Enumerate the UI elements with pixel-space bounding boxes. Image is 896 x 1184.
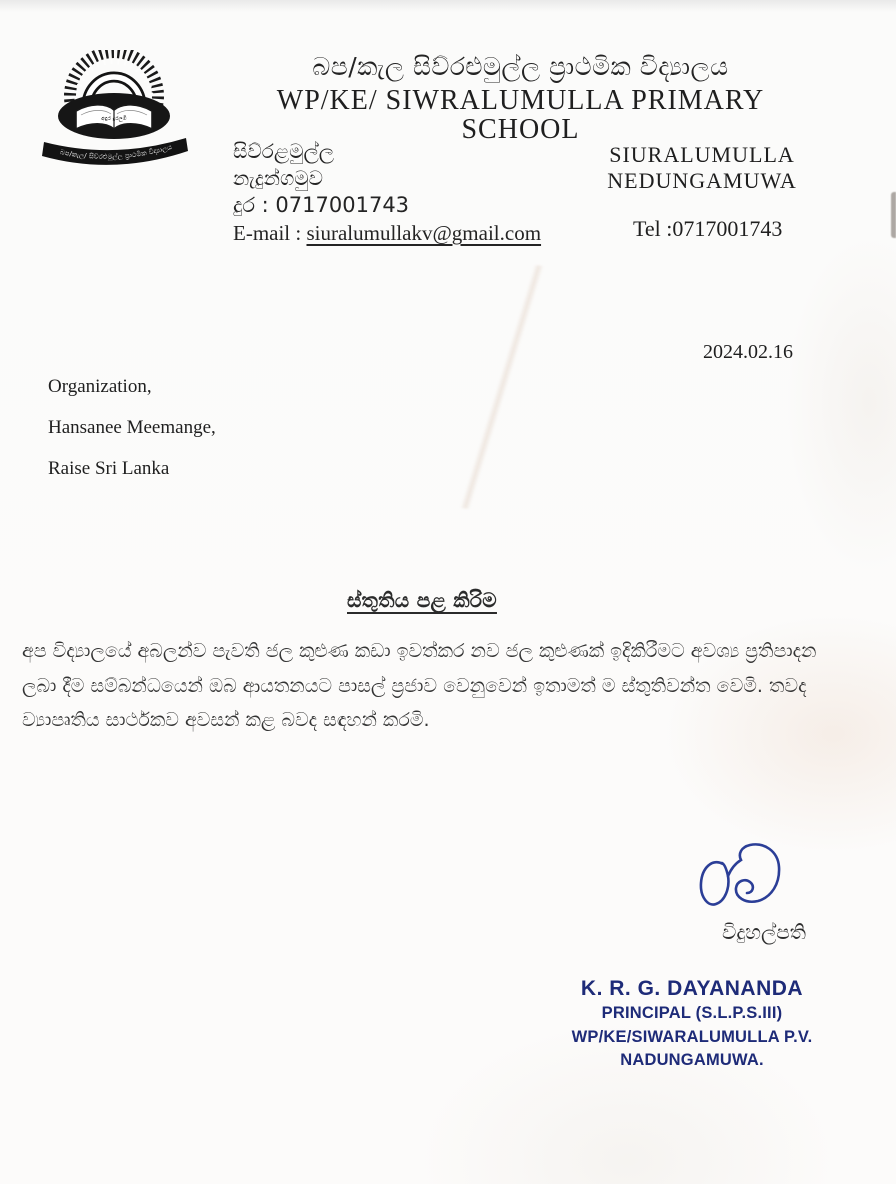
school-name-sinhala: බප/කැල සිව්රළුමුල්ල ප්‍රාථමික විද්‍යාලය (312, 52, 729, 81)
address-block-sinhala (233, 138, 541, 247)
body-line: අප විද්‍යාලයේ අබලන්ව පැවති ජල කුළුණ කඩා ඉවත්කර නව ජල කුළුණක් ඉදිකිරීමට අවශ්‍ය ප්‍රතිපාදන (22, 640, 817, 662)
letter-body (22, 634, 874, 738)
logo-book-text: අඳුර දුරලමි (101, 116, 127, 122)
email-label: E-mail : (233, 221, 307, 245)
signatory-title: විදුහල්පති (722, 920, 807, 944)
body-line: ලබා දීම සම්බන්ධයෙන් ඔබ ආයතනයට පාසල් ප්‍රජාව වෙනුවෙන් ඉතාමත් ම ස්තුතිවන්ත වෙමි. තවද (22, 674, 807, 697)
logo-banner-text: බප/කැල/ සිව්රළුමුල්ල ප්‍රාථමික විද්‍යාලය (59, 142, 173, 161)
principal-stamp (527, 976, 857, 1073)
letter-date: 2024.02.16 (703, 341, 793, 363)
address-block-english (602, 142, 802, 194)
stamp-title: PRINCIPAL (S.L.P.S.III) (601, 1004, 783, 1022)
address-town-english: NEDUNGAMUWA (607, 168, 797, 193)
paper-crease (447, 258, 557, 516)
recipient-line: Organization, (48, 376, 152, 397)
recipient-line: Raise Sri Lanka (48, 458, 170, 479)
address-town-sinhala: නැදුන්ගමුව (233, 166, 323, 190)
school-name-english-line2: SCHOOL (461, 114, 580, 145)
signature-scribble (678, 838, 803, 923)
school-name-english (248, 86, 793, 144)
stamp-name: K. R. G. DAYANANDA (580, 977, 804, 1000)
subject-line: ස්තුතිය පළ කිරිම (347, 588, 497, 612)
stamp-school: WP/KE/SIWARALUMULLA P.V. (571, 1027, 813, 1046)
school-logo (40, 50, 192, 170)
address-phone-sinhala: දුර : 0717001743 (233, 193, 410, 217)
email-line (233, 220, 541, 247)
body-line: ව්‍යාපෘතිය සාර්ථකව අවසන් කළ බවද සඳහන් කරමි. (22, 709, 430, 731)
stamp-town: NADUNGAMUWA. (620, 1051, 764, 1069)
letterhead (248, 52, 793, 144)
scan-edge-mark (891, 192, 896, 238)
recipient-line: Hansanee Meemange, (48, 417, 216, 438)
address-village-english: SIURALUMULLA (609, 142, 795, 167)
school-name-english-line1: WP/KE/ SIWRALUMULLA PRIMARY (276, 85, 765, 116)
email-value: siuralumullakv@gmail.com (306, 221, 542, 245)
recipient-block (48, 376, 216, 499)
address-village-sinhala: සිව්රළමුල්ල (233, 139, 334, 163)
tel-value: Tel :0717001743 (633, 216, 783, 241)
